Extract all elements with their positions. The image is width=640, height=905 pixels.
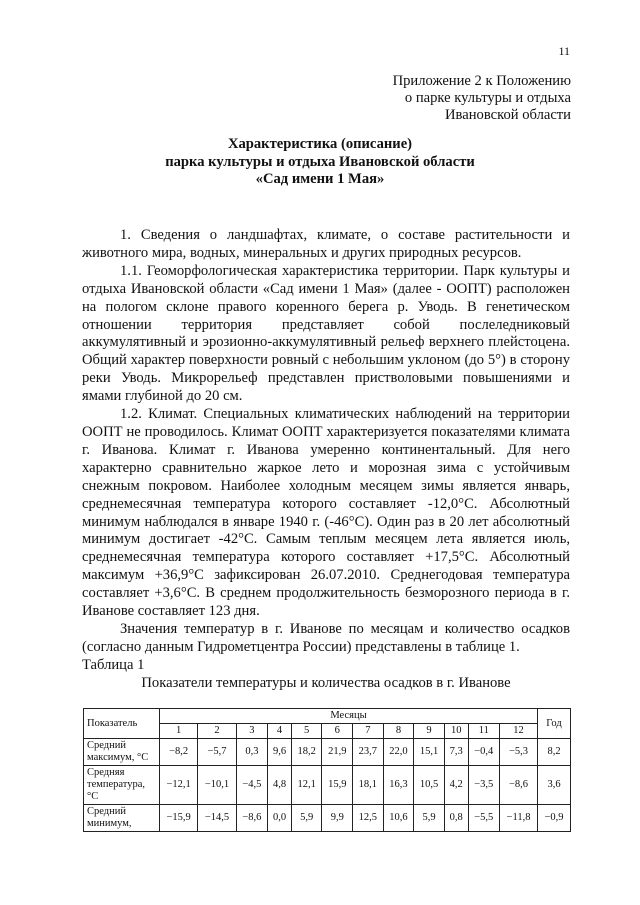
table-cell: −5,7 xyxy=(198,739,236,766)
table-cell: −5,5 xyxy=(468,805,499,832)
table-cell: 9,9 xyxy=(322,805,353,832)
table-cell: −14,5 xyxy=(198,805,236,832)
appendix-line-2: о парке культуры и отдыха xyxy=(404,90,571,106)
table-cell: 0,3 xyxy=(236,739,267,766)
month-header: 8 xyxy=(383,724,414,739)
month-header: 2 xyxy=(198,724,236,739)
month-header: 7 xyxy=(353,724,384,739)
paragraph-geomorphology: 1.1. Геоморфологическая характеристика территории. Парк культуры и отдыха Ивановской области «Сад имени 1 Мая» (далее - ООПТ) расположен на пологом склоне правого коренного берега р. Уводь. В генетическом отношении территория представляет собой послеледниковый аккумулятивный и эрозионно-аккумулятивный рельеф верхнего плейстоцена. Общий характер поверхности ровный с небольшим уклоном (до 5°) в сторону реки Уводь. Микрорельеф представлен пристволовыми повышениями и ямами глубиной до 20 см. xyxy=(82,262,570,405)
table-cell: 16,3 xyxy=(383,766,414,805)
body-text xyxy=(82,227,570,693)
paragraph-climate: 1.2. Климат. Специальных климатических наблюдений на территории ООПТ не проводилось. Климат ООПТ характеризуется показателями климата г. Иванова. Климат г. Иванова умеренно континентальный. Для него характерно сравнительно жаркое лето и морозная зима с устойчивым снежным покровом. Наиболее холодным месяцем зимы является январь, среднемесячная температура которого составляет -12,0°С. Абсолютный минимум наблюдался в январе 1940 г. (-46°С). Один раз в 20 лет абсолютный минимум достигает -42°С. Самым теплым месяцем лета является июль, среднемесячная температура которого составляет +17,5°С. Абсолютный максимум +36,9°С зафиксирован 26.07.2010. Среднегодовая температура составляет +3,6°С. В среднем продолжительность безморозного периода в г. Иванове составляет 123 дня. xyxy=(82,406,570,620)
month-header: 12 xyxy=(500,724,538,739)
table-cell: −3,5 xyxy=(468,766,499,805)
table-cell: −11,8 xyxy=(500,805,538,832)
appendix-line-3: Ивановской области xyxy=(445,107,571,123)
table-cell: 7,3 xyxy=(444,739,468,766)
year-cell: −0,9 xyxy=(538,805,571,832)
paragraph-landscape: 1. Сведения о ландшафтах, климате, о составе растительности и животного мира, водных, минеральных и других природных ресурсов. xyxy=(82,227,570,261)
table-cell: 12,1 xyxy=(291,766,322,805)
table-cell: 22,0 xyxy=(383,739,414,766)
table-cell: −8,6 xyxy=(500,766,538,805)
table-cell: 5,9 xyxy=(291,805,322,832)
header-indicator: Показатель xyxy=(84,709,160,739)
table-row xyxy=(84,739,571,766)
table-cell: −12,1 xyxy=(160,766,198,805)
table-label: Таблица 1 xyxy=(82,656,145,673)
month-header: 6 xyxy=(322,724,353,739)
header-months: Месяцы xyxy=(160,709,538,724)
month-header: 3 xyxy=(236,724,267,739)
table-cell: 4,2 xyxy=(444,766,468,805)
paragraph-table-intro: Значения температур в г. Иванове по месяцам и количество осадков (согласно данным Гидрометцентра России) представлены в таблице 1. xyxy=(82,620,570,655)
table-cell: 23,7 xyxy=(353,739,384,766)
table-cell: 21,9 xyxy=(322,739,353,766)
year-cell: 8,2 xyxy=(538,739,571,766)
title-line-1: Характеристика (описание) xyxy=(227,136,413,152)
table-cell: 9,6 xyxy=(268,739,292,766)
temperature-table xyxy=(83,708,571,832)
table-row xyxy=(84,805,571,832)
page-number: 11 xyxy=(558,44,570,58)
row-label: Средний максимум, °С xyxy=(84,739,160,766)
table-row xyxy=(84,766,571,805)
month-header: 4 xyxy=(268,724,292,739)
header-year: Год xyxy=(538,709,571,739)
table-cell: 18,1 xyxy=(353,766,384,805)
table-cell: 12,5 xyxy=(353,805,384,832)
table-cell: −4,5 xyxy=(236,766,267,805)
title-line-3: «Сад имени 1 Мая» xyxy=(255,171,385,187)
table-cell: 4,8 xyxy=(268,766,292,805)
table-cell: 10,5 xyxy=(414,766,445,805)
row-label: Средняя температура, °С xyxy=(84,766,160,805)
title-line-2: парка культуры и отдыха Ивановской области xyxy=(165,153,475,170)
appendix-note xyxy=(393,73,571,124)
document-title xyxy=(0,136,640,189)
table-cell: −5,3 xyxy=(500,739,538,766)
month-header: 1 xyxy=(160,724,198,739)
appendix-line-1: Приложение 2 к Положению xyxy=(392,73,571,89)
table-cell: −0,4 xyxy=(468,739,499,766)
table-cell: 5,9 xyxy=(414,805,445,832)
year-cell: 3,6 xyxy=(538,766,571,805)
table-cell: −8,2 xyxy=(160,739,198,766)
month-header: 5 xyxy=(291,724,322,739)
table-cell: −10,1 xyxy=(198,766,236,805)
table-cell: 15,9 xyxy=(322,766,353,805)
table-cell: 0,8 xyxy=(444,805,468,832)
month-header: 10 xyxy=(444,724,468,739)
table-cell: 18,2 xyxy=(291,739,322,766)
row-label: Средний минимум, xyxy=(84,805,160,832)
month-header: 11 xyxy=(468,724,499,739)
table-cell: 15,1 xyxy=(414,739,445,766)
table-cell: 10,6 xyxy=(383,805,414,832)
table-cell: −15,9 xyxy=(160,805,198,832)
month-header: 9 xyxy=(414,724,445,739)
table-cell: 0,0 xyxy=(268,805,292,832)
table-cell: −8,6 xyxy=(236,805,267,832)
table-caption: Показатели температуры и количества осадков в г. Иванове xyxy=(141,674,511,691)
